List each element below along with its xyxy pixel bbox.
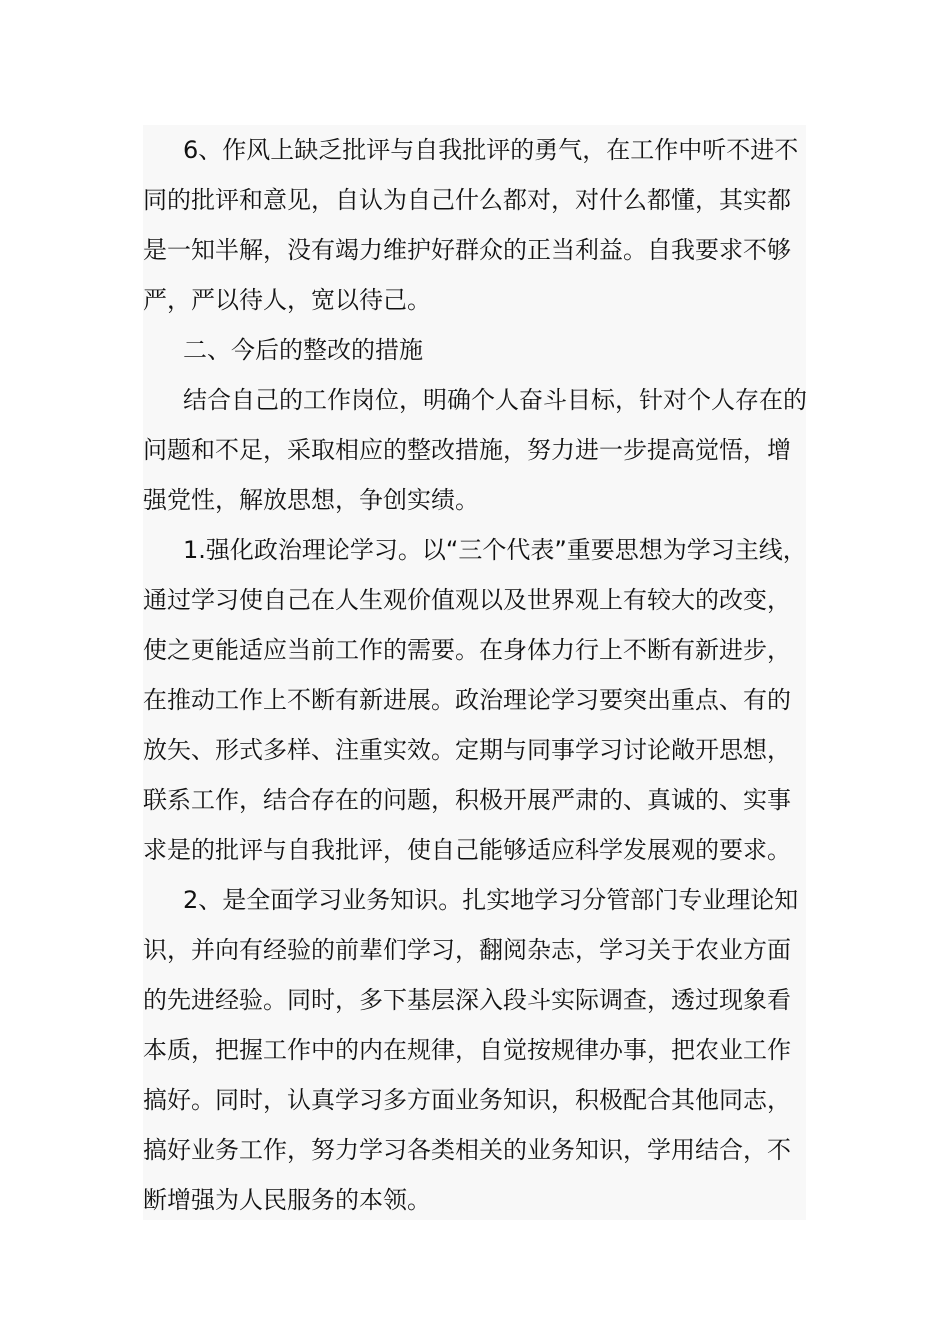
- text-line: 严，严以待人，宽以待己。: [143, 286, 431, 314]
- text-line: 同的批评和意见，自认为自己什么都对，对什么都懂，其实都: [143, 186, 791, 214]
- text-line: 在推动工作上不断有新进展。政治理论学习要突出重点、有的: [143, 686, 791, 714]
- document-text-block: [143, 125, 806, 1220]
- text-line: 强党性，解放思想，争创实绩。: [143, 486, 479, 514]
- text-line: 搞好业务工作，努力学习各类相关的业务知识，学用结合，不: [143, 1136, 791, 1164]
- text-line: 6、作风上缺乏批评与自我批评的勇气，在工作中听不进不: [183, 136, 799, 164]
- text-line: 断增强为人民服务的本领。: [143, 1186, 431, 1214]
- text-line: 2、是全面学习业务知识。扎实地学习分管部门专业理论知: [183, 886, 799, 914]
- text-line: 结合自己的工作岗位，明确个人奋斗目标，针对个人存在的: [183, 386, 807, 414]
- text-line: 的先进经验。同时，多下基层深入段斗实际调查，透过现象看: [143, 986, 791, 1014]
- text-line: 1.强化政治理论学习。以“三个代表”重要思想为学习主线，: [183, 536, 807, 564]
- text-line: 搞好。同时，认真学习多方面业务知识，积极配合其他同志，: [143, 1086, 791, 1114]
- text-line: 本质，把握工作中的内在规律，自觉按规律办事，把农业工作: [143, 1036, 791, 1064]
- text-line: 通过学习使自己在人生观价值观以及世界观上有较大的改变，: [143, 586, 791, 614]
- text-line: 联系工作，结合存在的问题，积极开展严肃的、真诚的、实事: [143, 786, 791, 814]
- text-line: 是一知半解，没有竭力维护好群众的正当利益。自我要求不够: [143, 236, 791, 264]
- text-line: 放矢、形式多样、注重实效。定期与同事学习讨论敞开思想，: [143, 736, 791, 764]
- text-line: 求是的批评与自我批评，使自己能够适应科学发展观的要求。: [143, 836, 791, 864]
- section-heading: 二、今后的整改的措施: [183, 336, 423, 364]
- text-line: 使之更能适应当前工作的需要。在身体力行上不断有新进步，: [143, 636, 791, 664]
- text-line: 识，并向有经验的前辈们学习，翻阅杂志，学习关于农业方面: [143, 936, 791, 964]
- text-line: 问题和不足，采取相应的整改措施，努力进一步提高觉悟，增: [143, 436, 791, 464]
